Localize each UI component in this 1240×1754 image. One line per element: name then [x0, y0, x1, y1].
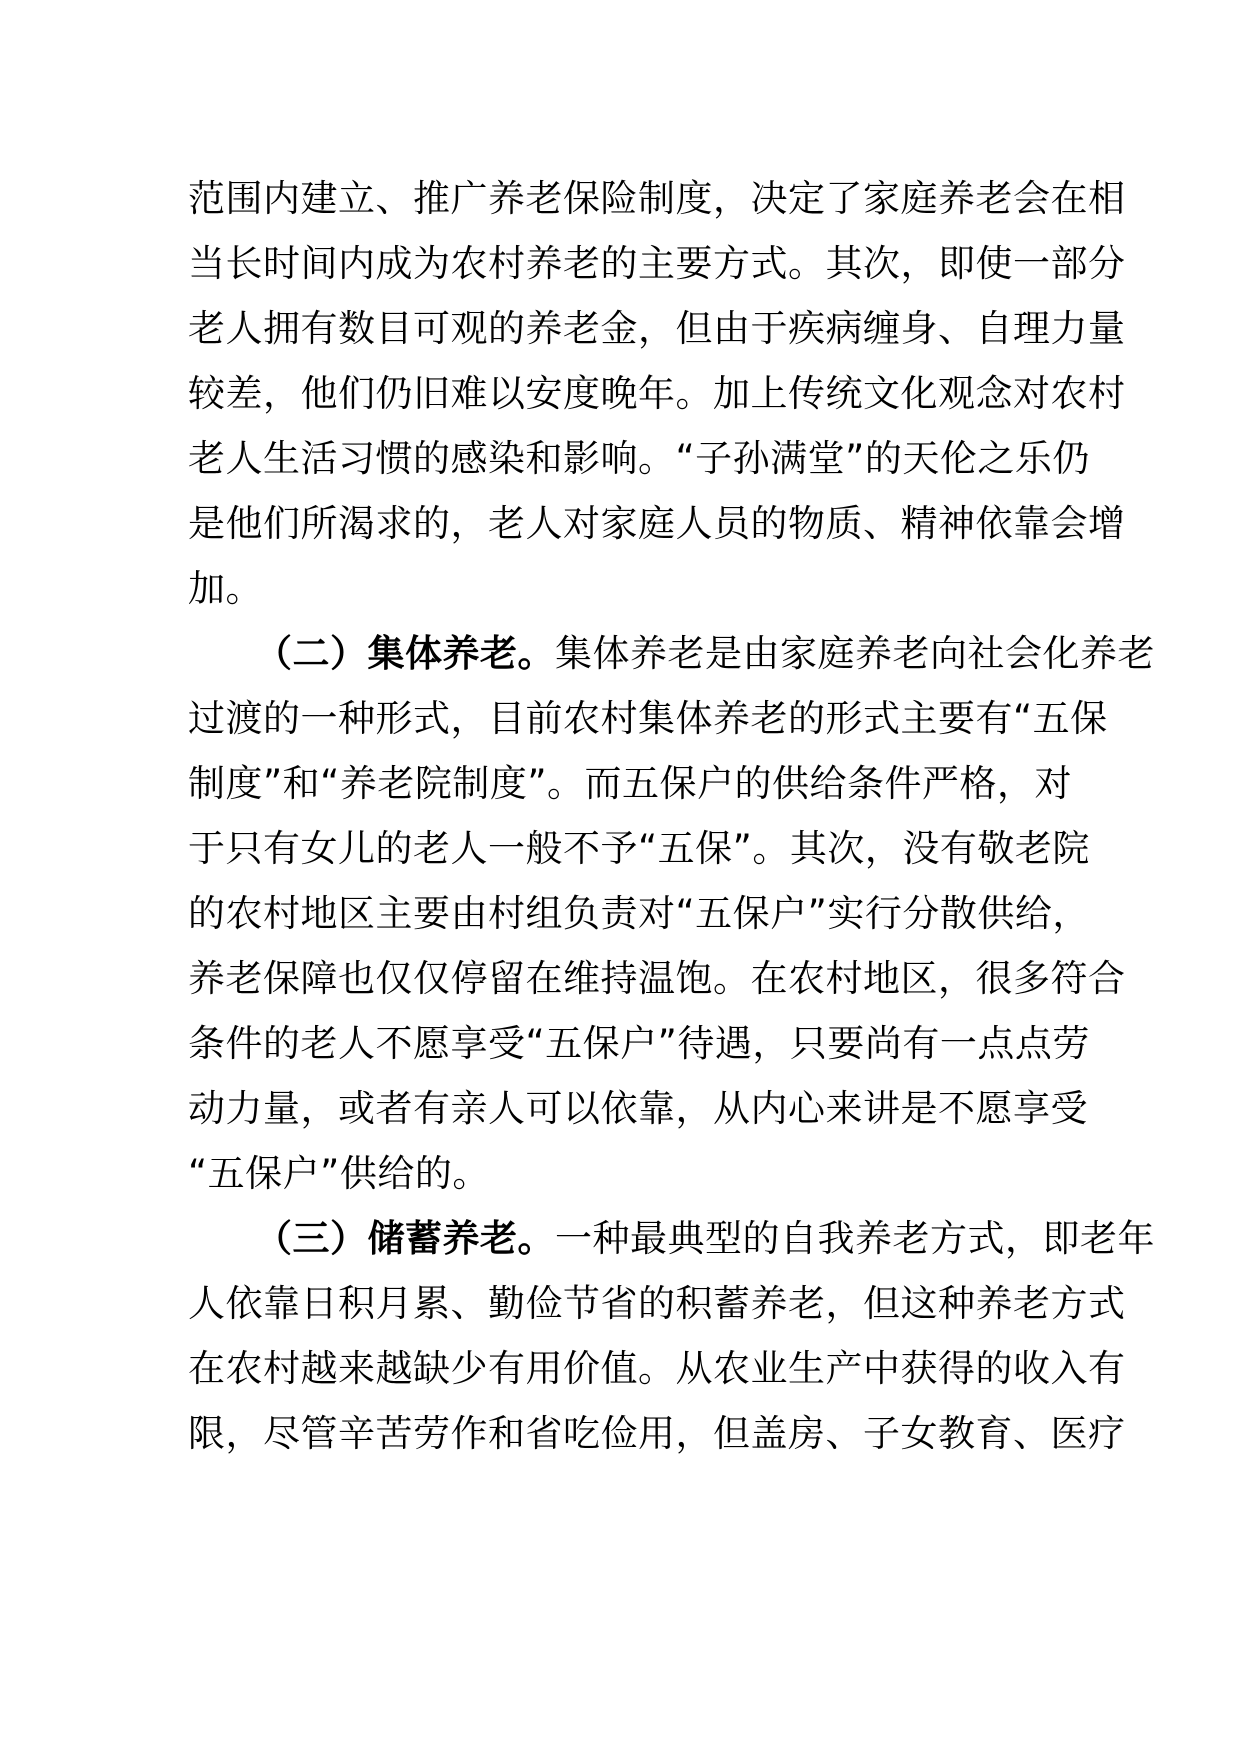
paragraph-line: 老人拥有数目可观的养老金，但由于疾病缠身、自理力量	[188, 307, 1126, 350]
paragraph-line: 较差，他们仍旧难以安度晚年。加上传统文化观念对农村	[188, 372, 1126, 415]
paragraph-first-line	[188, 621, 1155, 686]
section-heading: （三）储蓄养老。	[255, 1217, 555, 1260]
paragraph-line: 制度”和“养老院制度”。而五保户的供给条件严格，对	[188, 762, 1073, 805]
paragraph-line: 加。	[188, 567, 263, 610]
paragraph-text: 集体养老是由家庭养老向社会化养老	[555, 632, 1155, 675]
paragraph-line: 老人生活习惯的感染和影响。“子孙满堂”的天伦之乐仍	[188, 437, 1090, 480]
paragraph-first-line	[188, 1206, 1155, 1271]
paragraph-line: 于只有女儿的老人一般不予“五保”。其次，没有敬老院	[188, 827, 1090, 870]
paragraph-line: 是他们所渴求的，老人对家庭人员的物质、精神依靠会增	[188, 502, 1126, 545]
body-text	[188, 166, 1155, 1466]
paragraph-line: 养老保障也仅仅停留在维持温饱。在农村地区，很多符合	[188, 957, 1126, 1000]
paragraph-line: 条件的老人不愿享受“五保户”待遇，只要尚有一点点劳	[188, 1022, 1090, 1065]
paragraph-line: 动力量，或者有亲人可以依靠，从内心来讲是不愿享受	[188, 1087, 1088, 1130]
paragraph-line: 人依靠日积月累、勤俭节省的积蓄养老，但这种养老方式	[188, 1282, 1126, 1325]
paragraph-line: 当长时间内成为农村养老的主要方式。其次，即使一部分	[188, 242, 1126, 285]
paragraph-line: 过渡的一种形式，目前农村集体养老的形式主要有“五保	[188, 697, 1108, 740]
paragraph-line: 的农村地区主要由村组负责对“五保户”实行分散供给，	[188, 892, 1090, 935]
paragraph-line: 范围内建立、推广养老保险制度，决定了家庭养老会在相	[188, 177, 1126, 220]
paragraph-line: 在农村越来越缺少有用价值。从农业生产中获得的收入有	[188, 1347, 1126, 1390]
paragraph-line: “五保户”供给的。	[188, 1152, 490, 1195]
paragraph-line: 限，尽管辛苦劳作和省吃俭用，但盖房、子女教育、医疗	[188, 1412, 1126, 1455]
paragraph-text: 一种最典型的自我养老方式，即老年	[555, 1217, 1155, 1260]
section-heading: （二）集体养老。	[255, 632, 555, 675]
